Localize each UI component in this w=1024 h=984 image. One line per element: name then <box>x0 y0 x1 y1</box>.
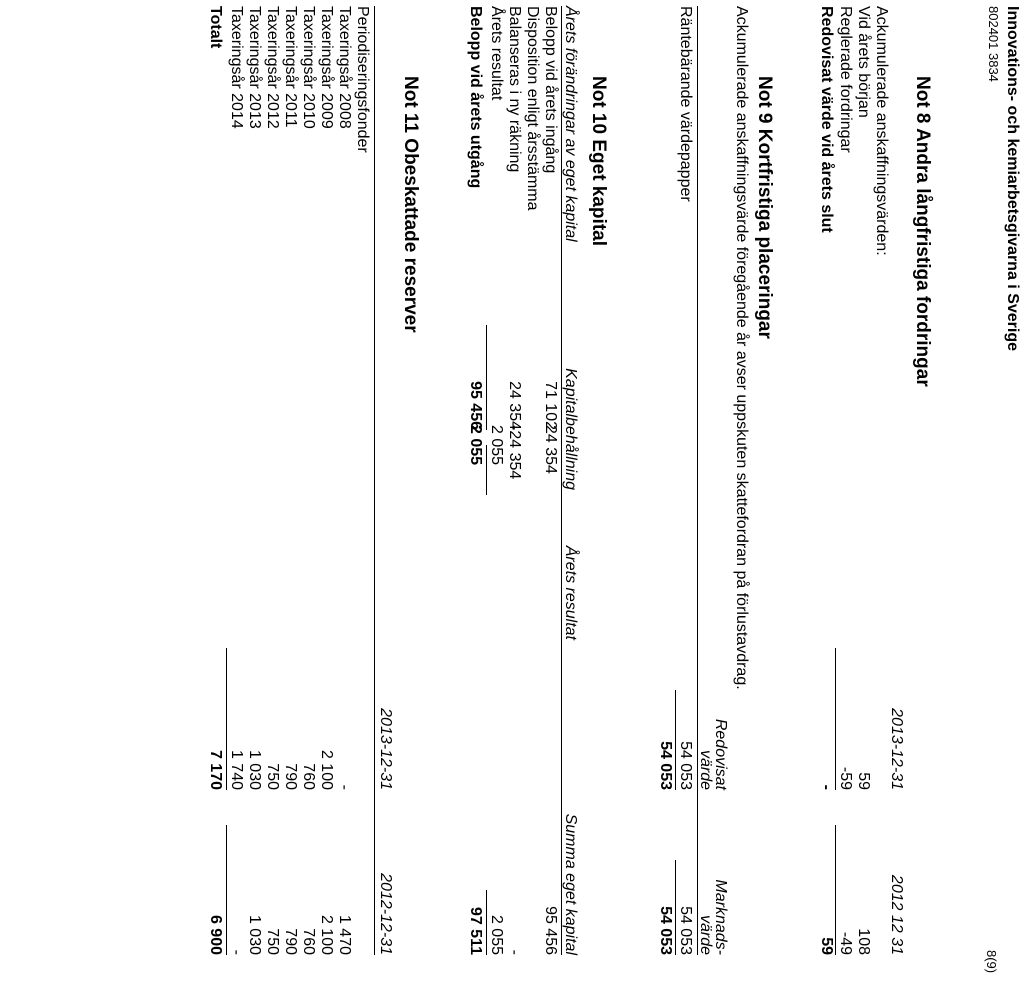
not10-row-label: Balanseras i ny räkning <box>506 6 523 173</box>
page-number: 8(9) <box>984 950 999 974</box>
not8-row-label: Ackumulerade anskaffningsvärden: <box>873 6 890 256</box>
not8-total-value: - <box>818 784 835 790</box>
not11-row-value: 790 <box>282 763 299 790</box>
not10-row-value: - <box>506 949 523 955</box>
not8-row-value: -49 <box>837 931 854 955</box>
not10-row-label: Disposition enligt årsstämma <box>524 6 541 211</box>
not9-row-value: 54 053 <box>677 741 694 790</box>
not9-row-label: Räntebärande värdepapper <box>677 6 694 202</box>
not10-row-value: 71 102 <box>542 381 559 430</box>
not11-subtotal-line <box>226 825 227 955</box>
not8-subtotal-line <box>835 648 836 790</box>
not8-col1-header: 2013-12-31 <box>888 708 905 790</box>
not11-row-value: 1 030 <box>246 749 263 790</box>
not11-row-label: Taxeringsår 2014 <box>228 6 245 129</box>
not11-subtotal-line <box>226 648 227 790</box>
organization-number: 802401 3834 <box>986 6 1001 82</box>
not11-row-value: - <box>336 784 353 790</box>
not8-title: Not 8 Andra långfristiga fordringar <box>912 76 933 387</box>
not10-row-label: Belopp vid årets ingång <box>542 6 559 174</box>
not8-row-label: Vid årets början <box>855 6 872 118</box>
not10-row-value: -24 354 <box>506 425 523 480</box>
not9-header-rule <box>697 6 698 955</box>
not11-total-label: Totalt <box>207 6 224 49</box>
not11-row-value: 1 740 <box>228 749 245 790</box>
not8-row-label: Reglerade fordringar <box>837 6 854 153</box>
not11-row-value: 1 470 <box>336 914 353 955</box>
not9-col2-header: Marknads- <box>712 879 729 955</box>
not11-row-label: Taxeringsår 2010 <box>300 6 317 129</box>
not8-total-value: 59 <box>818 937 835 955</box>
not8-total-label: Redovisat värde vid årets slut <box>818 6 835 233</box>
not9-total-value: 54 053 <box>657 741 674 790</box>
not10-subtotal-line <box>486 890 487 955</box>
not11-title: Not 11 Obeskattade reserver <box>400 76 421 333</box>
not11-row-value: 1 030 <box>246 914 263 955</box>
not11-row-value: 2 100 <box>318 914 335 955</box>
not10-section-label: Årets förändringar av eget kapital <box>562 6 579 242</box>
not11-row-value: - <box>228 949 245 955</box>
not8-row-value: -59 <box>837 766 854 790</box>
not11-row-label: Taxeringsår 2009 <box>318 6 335 129</box>
not10-row-value: 95 456 <box>542 906 559 955</box>
not10-total-value: 95 456 <box>467 381 484 430</box>
not9-row-value: 54 053 <box>677 906 694 955</box>
not8-col2-header: 2012 12 31 <box>888 874 905 955</box>
not11-row-value: 750 <box>264 763 281 790</box>
not10-row-value: 24 354 <box>506 381 523 430</box>
not9-subtotal-line <box>675 860 676 955</box>
not11-row-value: 790 <box>282 928 299 955</box>
not10-col3-header: Summa eget kapital <box>562 813 579 955</box>
not9-col1-header: värde <box>697 749 714 790</box>
not11-row-label: Periodiseringsfonder <box>354 6 371 153</box>
not11-total-value: 6 900 <box>207 914 224 955</box>
not10-row-value: 24 354 <box>542 425 559 474</box>
not11-row-label: Taxeringsår 2008 <box>336 6 353 129</box>
not8-subtotal-line <box>835 825 836 955</box>
not11-row-value: 760 <box>300 928 317 955</box>
not8-row-value: 108 <box>855 928 872 955</box>
not11-header-rule <box>374 6 375 955</box>
not9-total-value: 54 053 <box>657 906 674 955</box>
not9-title: Not 9 Kortfristiga placeringar <box>754 76 775 339</box>
not11-row-label: Taxeringsår 2011 <box>282 6 299 128</box>
not9-note: Ackumulerade anskaffningsvärde föregående år avser uppskuten skattefordran på förlustavdrag. <box>733 6 750 690</box>
not10-col2-header: Årets resultat <box>562 545 579 640</box>
not10-total-value: 2 055 <box>467 425 484 466</box>
not10-row-value: 2 055 <box>488 914 505 955</box>
not11-row-value: 2 100 <box>318 749 335 790</box>
not10-total-label: Belopp vid årets utgång <box>467 6 484 189</box>
not9-subtotal-line <box>675 690 676 790</box>
not9-col1-header: Redovisat <box>712 718 729 790</box>
not10-row-label: Årets resultat <box>488 6 505 101</box>
organization-name: Innovations- och kemiarbetsgivarna i Sverige <box>1004 6 1021 351</box>
not11-col1-header: 2013-12-31 <box>377 708 394 790</box>
not9-col2-header: värde <box>697 914 714 955</box>
not10-total-value: 97 511 <box>467 906 484 955</box>
not11-row-value: 750 <box>264 928 281 955</box>
not10-subtotal-line <box>486 445 487 495</box>
not11-row-label: Taxeringsår 2012 <box>264 6 281 129</box>
not11-row-label: Taxeringsår 2013 <box>246 6 263 129</box>
not10-col1-header: Kapitalbehållning <box>562 368 579 490</box>
not11-col2-header: 2012-12-31 <box>377 873 394 955</box>
not8-row-value: 59 <box>855 772 872 790</box>
not10-row-value: 2 055 <box>488 425 505 466</box>
not10-subtotal-line <box>486 325 487 430</box>
not11-total-value: 7 170 <box>207 749 224 790</box>
not11-row-value: 760 <box>300 763 317 790</box>
not10-title: Not 10 Eget kapital <box>588 76 609 246</box>
